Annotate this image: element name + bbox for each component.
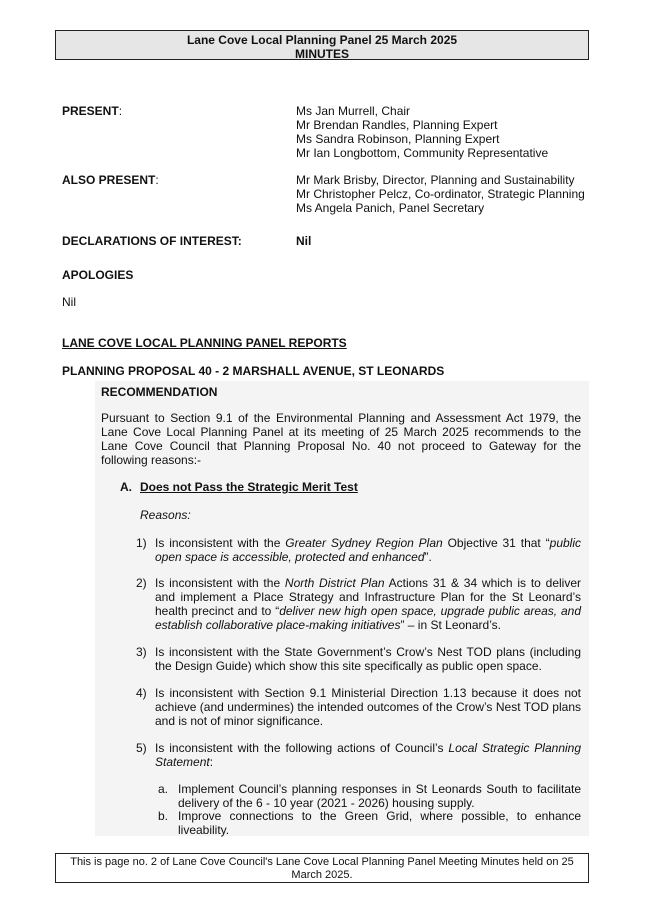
section-a-letter: A. [120, 480, 132, 494]
present-list [296, 104, 548, 160]
reasons-label: Reasons: [140, 508, 191, 522]
page-footer [55, 853, 589, 883]
declarations-label: DECLARATIONS OF INTEREST: [62, 234, 242, 248]
list-item [136, 536, 581, 564]
item-text: Is inconsistent with the State Government’s Crow’s Nest TOD plans (including the Design Guide) which show this site specifically as public open space. [155, 645, 581, 673]
sub-item-letter: b. [158, 809, 169, 823]
item-text: Is inconsistent with the Greater Sydney Region Plan Objective 31 that “public open space is accessible, protected and enhanced”. [155, 536, 581, 564]
sub-item-text: Improve connections to the Green Grid, where possible, to enhance liveability. [178, 809, 581, 837]
proposal-heading: PLANNING PROPOSAL 40 - 2 MARSHALL AVENUE, ST LEONARDS [62, 364, 445, 378]
also-present-member: Ms Angela Panich, Panel Secretary [296, 201, 485, 215]
section-a-title: Does not Pass the Strategic Merit Test [140, 480, 358, 494]
header-title: Lane Cove Local Planning Panel 25 March 2025 [186, 33, 458, 47]
item-text: Is inconsistent with Section 9.1 Ministerial Direction 1.13 because it does not achieve (and undermines) the intended outcomes of the Crow’s Nest TOD plans and is not of minor significance. [155, 686, 581, 728]
present-member: Mr Brendan Randles, Planning Expert [296, 118, 498, 132]
item-number: 2) [136, 576, 147, 590]
item-number: 5) [136, 741, 147, 755]
list-item [136, 686, 581, 728]
present-member: Mr Ian Longbottom, Community Representative [296, 146, 549, 160]
item-number: 1) [136, 536, 147, 550]
list-item [136, 741, 581, 769]
present-member: Ms Jan Murrell, Chair [296, 104, 411, 118]
list-item [136, 576, 581, 632]
present-member: Ms Sandra Robinson, Planning Expert [296, 132, 500, 146]
present-label: PRESENT [62, 104, 119, 118]
present-label-row [62, 104, 122, 118]
reports-heading: LANE COVE LOCAL PLANNING PANEL REPORTS [62, 336, 347, 350]
also-present-colon: : [155, 173, 159, 187]
also-present-list [296, 173, 585, 215]
item-text: Is inconsistent with the North District Plan Actions 31 & 34 which is to deliver and implement a Place Strategy and Infrastructure Plan for the St Leonard’s health precinct and to “deliver new high open space, upgrade public areas, and establish collaborative place-making initiatives” – in St Leonard’s. [155, 576, 582, 632]
sub-list-item [158, 809, 581, 837]
apologies-label: APOLOGIES [62, 268, 134, 282]
present-colon: : [118, 104, 123, 118]
item-number: 4) [136, 686, 147, 700]
recommendation-title: RECOMMENDATION [101, 385, 218, 399]
item-number: 3) [136, 645, 147, 659]
declarations-value: Nil [296, 234, 312, 248]
item-text: Is inconsistent with the following actions of Council’s Local Strategic Planning Statement: [155, 741, 582, 769]
also-present-label-row [62, 173, 159, 187]
also-present-label: ALSO PRESENT [62, 173, 156, 187]
footer-text: This is page no. 2 of Lane Cove Council's Lane Cove Local Planning Panel Meeting Minutes held on 25 March 2025. [70, 856, 574, 881]
page-header [55, 30, 589, 60]
section-a-heading [120, 480, 358, 494]
also-present-member: Mr Christopher Pelcz, Co-ordinator, Strategic Planning [296, 187, 585, 201]
sub-list-item [158, 782, 581, 810]
sub-item-letter: a. [158, 782, 169, 796]
recommendation-intro: Pursuant to Section 9.1 of the Environmental Planning and Assessment Act 1979, the Lane Cove Local Planning Panel at its meeting of 25 March 2025 recommends to the Lane Cove Council that Planning Proposal No. 40 not proceed to Gateway for the following reasons:- [101, 411, 581, 467]
apologies-value: Nil [62, 295, 76, 309]
header-subtitle: MINUTES [295, 47, 349, 61]
sub-item-text: Implement Council’s planning responses in St Leonards South to facilitate delivery of the 6 - 10 year (2021 - 2026) housing supply. [178, 782, 581, 810]
list-item [136, 645, 581, 673]
also-present-member: Mr Mark Brisby, Director, Planning and Sustainability [296, 173, 575, 187]
